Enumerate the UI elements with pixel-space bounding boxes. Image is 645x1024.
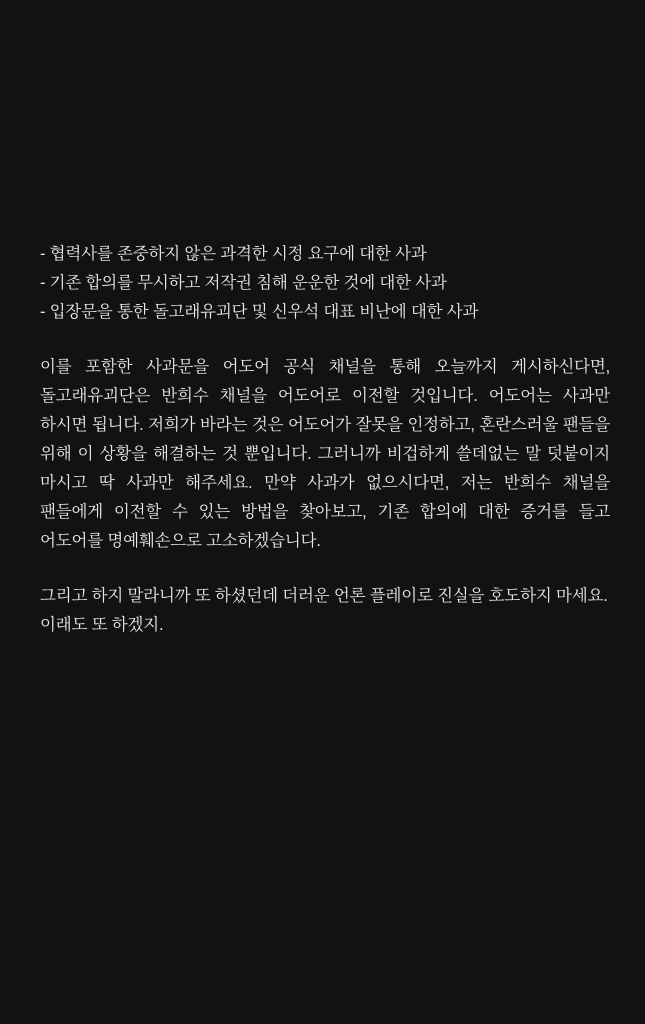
demand-list (40, 240, 610, 327)
list-item: - 기존 합의를 무시하고 저작권 침해 운운한 것에 대한 사과 (40, 274, 447, 292)
list-item: - 입장문을 통한 돌고래유괴단 및 신우석 대표 비난에 대한 사과 (40, 303, 479, 321)
document-body (40, 240, 610, 640)
paragraph-closing: 그리고 하지 말라니까 또 하셨던데 더러운 언론 플레이로 진실을 호도하지 마세요. 이래도 또 하겠지. (40, 587, 608, 634)
paragraph-main: 이를 포함한 사과문을 어도어 공식 채널을 통해 오늘까지 게시하신다면, 돌고래유괴단은 반희수 채널을 어도어로 이전할 것입니다. 어도어는 사과만 하시면 됩니다. 저희가 바라는 것은 어도어가 잘못을 인정하고, 혼란스러울 팬들을 위해 이 상황을 해결하는 것 뿐입니다. 그러니까 비겁하게 쓸데없는 말 덧붙이지 마시고 딱 사과만 해주세요. 만약 사과가 없으시다면, 저는 반희수 채널을 팬들에게 이전할 수 있는 방법을 찾아보고, 기존 합의에 대한 증거를 들고 어도어를 명예훼손으로 고소하겠습니다. (40, 358, 610, 550)
list-item: - 협력사를 존중하지 않은 과격한 시정 요구에 대한 사과 (40, 245, 427, 263)
